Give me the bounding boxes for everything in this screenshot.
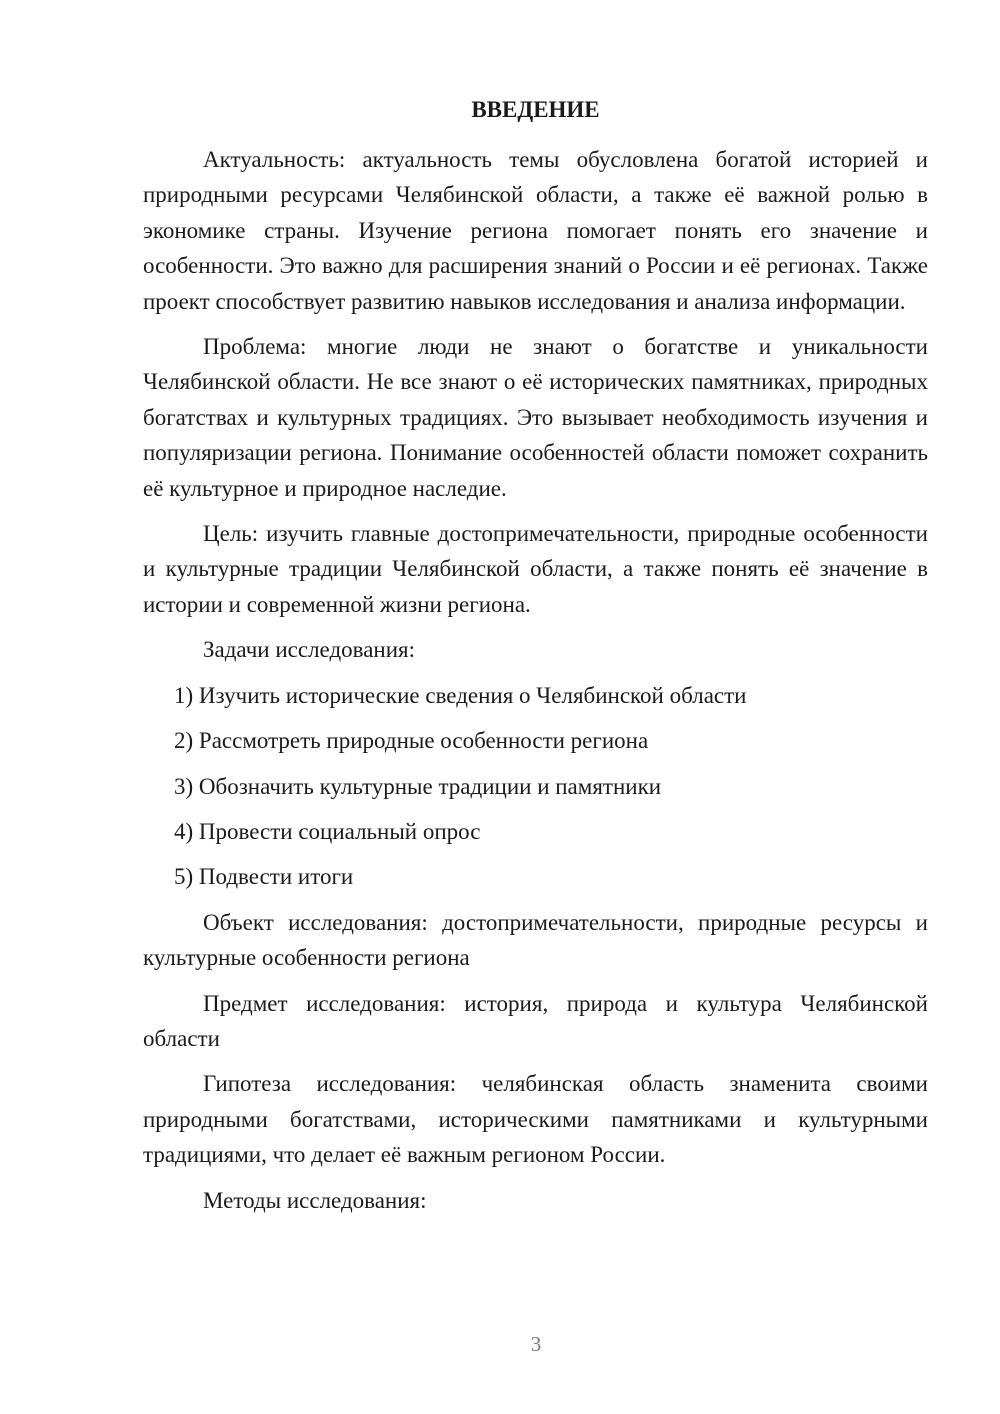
- list-item: 1) Изучить исторические сведения о Челябинской области: [174, 682, 747, 708]
- list-item: 2) Рассмотреть природные особенности региона: [174, 728, 649, 754]
- page-number: 3: [530, 1332, 542, 1356]
- list-item: 4) Провести социальный опрос: [174, 818, 481, 844]
- relevance-paragraph: Актуальность: актуальность темы обусловлена богатой историей и природными ресурсами Челябинской области, а также её важной ролью в экономике страны. Изучение региона помогает понять его значение и особенности. Это важно для расширения знаний о России и её регионах. Также проект способствует развитию навыков исследования и анализа информации.: [143, 147, 928, 314]
- problem-paragraph: Проблема: многие люди не знают о богатстве и уникальности Челябинской области. Не все знают о её исторических памятниках, природных богатствах и культурных традициях. Это вызывает необходимость изучения и популяризации региона. Понимание особенностей области поможет сохранить её культурное и природное наследие.: [143, 334, 928, 501]
- section-title: ВВЕДЕНИЕ: [471, 97, 600, 122]
- subject-paragraph: Предмет исследования: история, природа и культура Челябинской области: [143, 990, 928, 1051]
- goal-paragraph: Цель: изучить главные достопримечательности, природные особенности и культурные традиции Челябинской области, а также понять её значение в истории и современной жизни региона.: [143, 521, 928, 617]
- tasks-list: [143, 678, 928, 895]
- methods-heading: Методы исследования:: [203, 1187, 427, 1213]
- tasks-heading: Задачи исследования:: [203, 637, 416, 663]
- hypothesis-paragraph: Гипотеза исследования: челябинская область знаменита своими природными богатствами, историческими памятниками и культурными традициями, что делает её важным регионом России.: [143, 1071, 928, 1168]
- page-content: [143, 95, 928, 1228]
- object-paragraph: Объект исследования: достопримечательности, природные ресурсы и культурные особенности региона: [143, 909, 928, 971]
- list-item: 5) Подвести итоги: [174, 864, 354, 890]
- list-item: 3) Обозначить культурные традиции и памятники: [174, 773, 662, 799]
